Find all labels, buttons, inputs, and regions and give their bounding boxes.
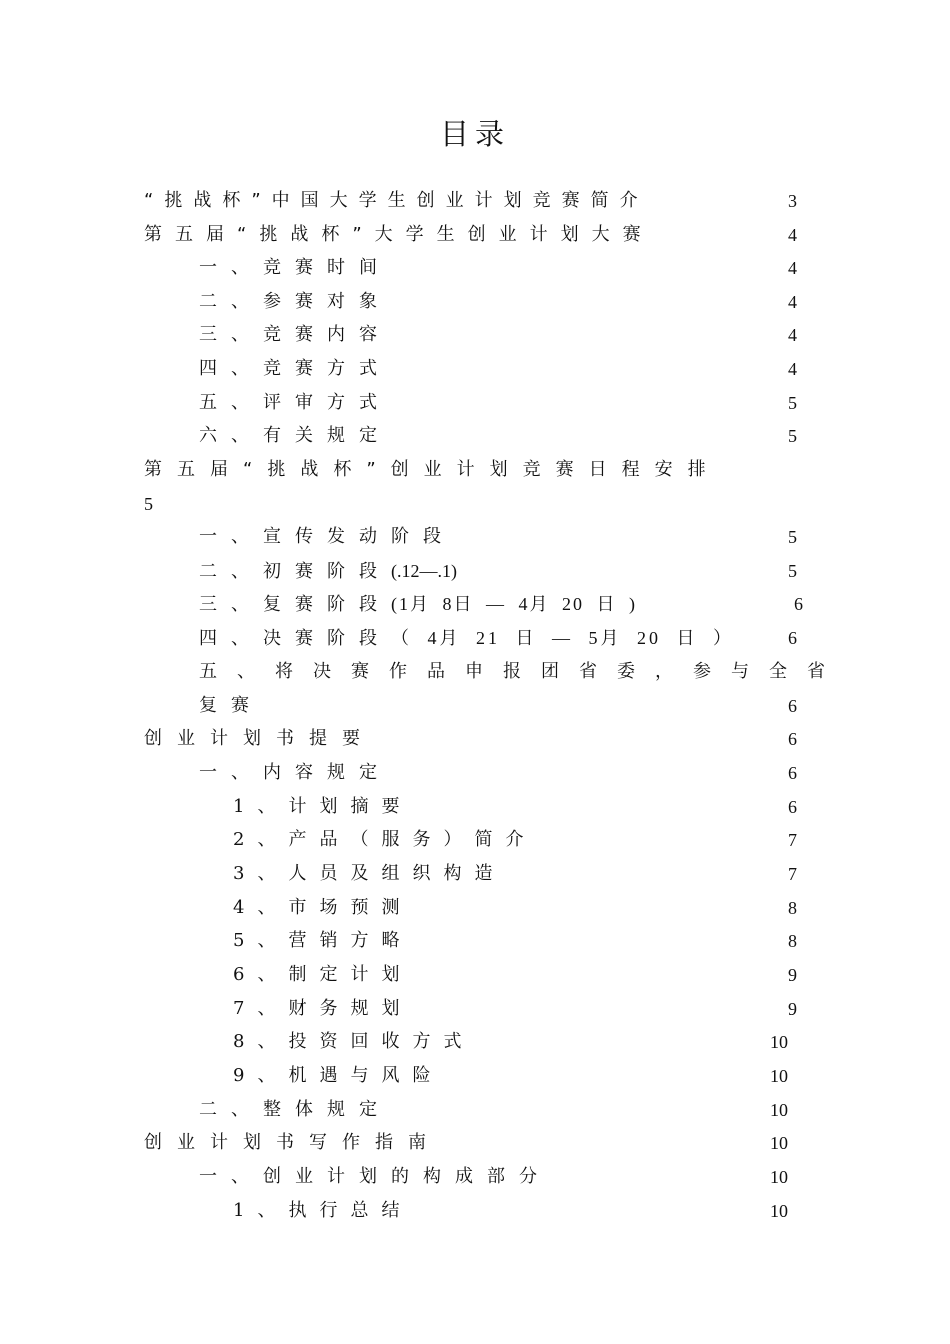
toc-entry-page: 5 <box>788 393 797 413</box>
toc-entry-text[interactable]: 一、宣传发动阶段 <box>199 526 455 547</box>
toc-entry-text[interactable]: 五、评审方式 <box>199 392 391 413</box>
toc-entry-page: 6 <box>794 594 803 614</box>
toc-entry-page: 7 <box>788 830 797 850</box>
toc-entry-page: 4 <box>788 325 797 345</box>
toc-entry-text[interactable]: 9、机遇与风险 <box>233 1065 444 1086</box>
toc-entry-text[interactable]: 5、营销方略 <box>233 930 413 951</box>
toc-entry-text[interactable]: 创业计划书提要 <box>144 728 375 749</box>
toc-entry-text[interactable]: 一、创业计划的构成部分 <box>199 1166 551 1187</box>
toc-entry-text-continued[interactable]: 复赛 <box>199 695 263 716</box>
toc-entry-page: 5 <box>788 426 797 446</box>
toc-entry-suffix: （ 4月 21 日 — 5月 20 日 ） <box>391 628 734 648</box>
toc-entry-page: 6 <box>788 696 797 716</box>
toc-entry-page: 4 <box>788 225 797 245</box>
toc-entry-page: 6 <box>788 628 797 648</box>
toc-entry-page: 4 <box>788 258 797 278</box>
toc-entry-page: 7 <box>788 864 797 884</box>
toc-entry-text: 三、复赛阶段 <box>199 594 391 615</box>
toc-entry-text[interactable]: 二、整体规定 <box>199 1099 391 1120</box>
toc-entry-page: 5 <box>144 494 153 514</box>
toc-entry-page: 6 <box>788 797 797 817</box>
toc-entry-text[interactable]: 六、有关规定 <box>199 425 391 446</box>
toc-entry-text[interactable]: 二、参赛对象 <box>199 291 391 312</box>
toc-entry-page: 5 <box>788 527 797 547</box>
toc-entry-page: 5 <box>788 561 797 581</box>
toc-entry-page: 9 <box>788 999 797 1019</box>
toc-entry-text[interactable]: 一、竞赛时间 <box>199 257 391 278</box>
toc-entry-page: 6 <box>788 763 797 783</box>
toc-entry-text[interactable]: 4、市场预测 <box>233 897 413 918</box>
toc-entry-text: 二、初赛阶段 <box>199 561 391 582</box>
toc-entry-suffix: (1月 8日 — 4月 20 日 ) <box>391 594 637 614</box>
toc-entry-text[interactable]: “挑战杯”中国大学生创业计划竞赛简介 <box>144 190 649 211</box>
toc-entry-text[interactable]: 第五届“挑战杯”创业计划竞赛日程安排 <box>144 459 721 480</box>
toc-entry-page: 9 <box>788 965 797 985</box>
toc-entry-text[interactable]: 三、竞赛内容 <box>199 324 391 345</box>
toc-entry-page: 8 <box>788 931 797 951</box>
toc-entry-text[interactable]: 第五届“挑战杯”大学生创业计划大赛 <box>144 224 654 245</box>
toc-entry-text[interactable]: 2、产品（服务）简介 <box>233 829 537 850</box>
toc-entry-page: 10 <box>770 1100 788 1120</box>
toc-entry-page: 8 <box>788 898 797 918</box>
toc-entry-text[interactable]: 1、计划摘要 <box>233 796 413 817</box>
toc-entry-text[interactable]: 8、投资回收方式 <box>233 1031 475 1052</box>
toc-entry[interactable] <box>199 559 457 584</box>
toc-entry[interactable] <box>199 626 734 651</box>
toc-entry-suffix: (.12—.1) <box>391 561 457 581</box>
toc-entry-page: 6 <box>788 729 797 749</box>
toc-entry-page: 10 <box>770 1133 788 1153</box>
toc-entry[interactable] <box>199 592 637 617</box>
toc-entry-text[interactable]: 四、竞赛方式 <box>199 358 391 379</box>
toc-entry-page: 3 <box>788 191 797 211</box>
toc-entry-text[interactable]: 五、将决赛作品申报团省委，参与全省 <box>199 661 845 682</box>
toc-entry-page: 10 <box>770 1066 788 1086</box>
toc-entry-text[interactable]: 创业计划书写作指南 <box>144 1132 441 1153</box>
toc-entry-text[interactable]: 3、人员及组织构造 <box>233 863 506 884</box>
toc-entry-text[interactable]: 7、财务规划 <box>233 998 413 1019</box>
toc-entry-page: 10 <box>770 1032 788 1052</box>
toc-entry-page: 4 <box>788 359 797 379</box>
toc-entry-text[interactable]: 一、内容规定 <box>199 762 391 783</box>
toc-entry-page: 10 <box>770 1201 788 1221</box>
toc-title: 目录 <box>439 117 510 151</box>
toc-entry-text[interactable]: 6、制定计划 <box>233 964 413 985</box>
toc-entry-text: 四、决赛阶段 <box>199 628 391 649</box>
toc-entry-page: 4 <box>788 292 797 312</box>
toc-entry-page: 10 <box>770 1167 788 1187</box>
toc-entry-text[interactable]: 1、执行总结 <box>233 1200 413 1221</box>
